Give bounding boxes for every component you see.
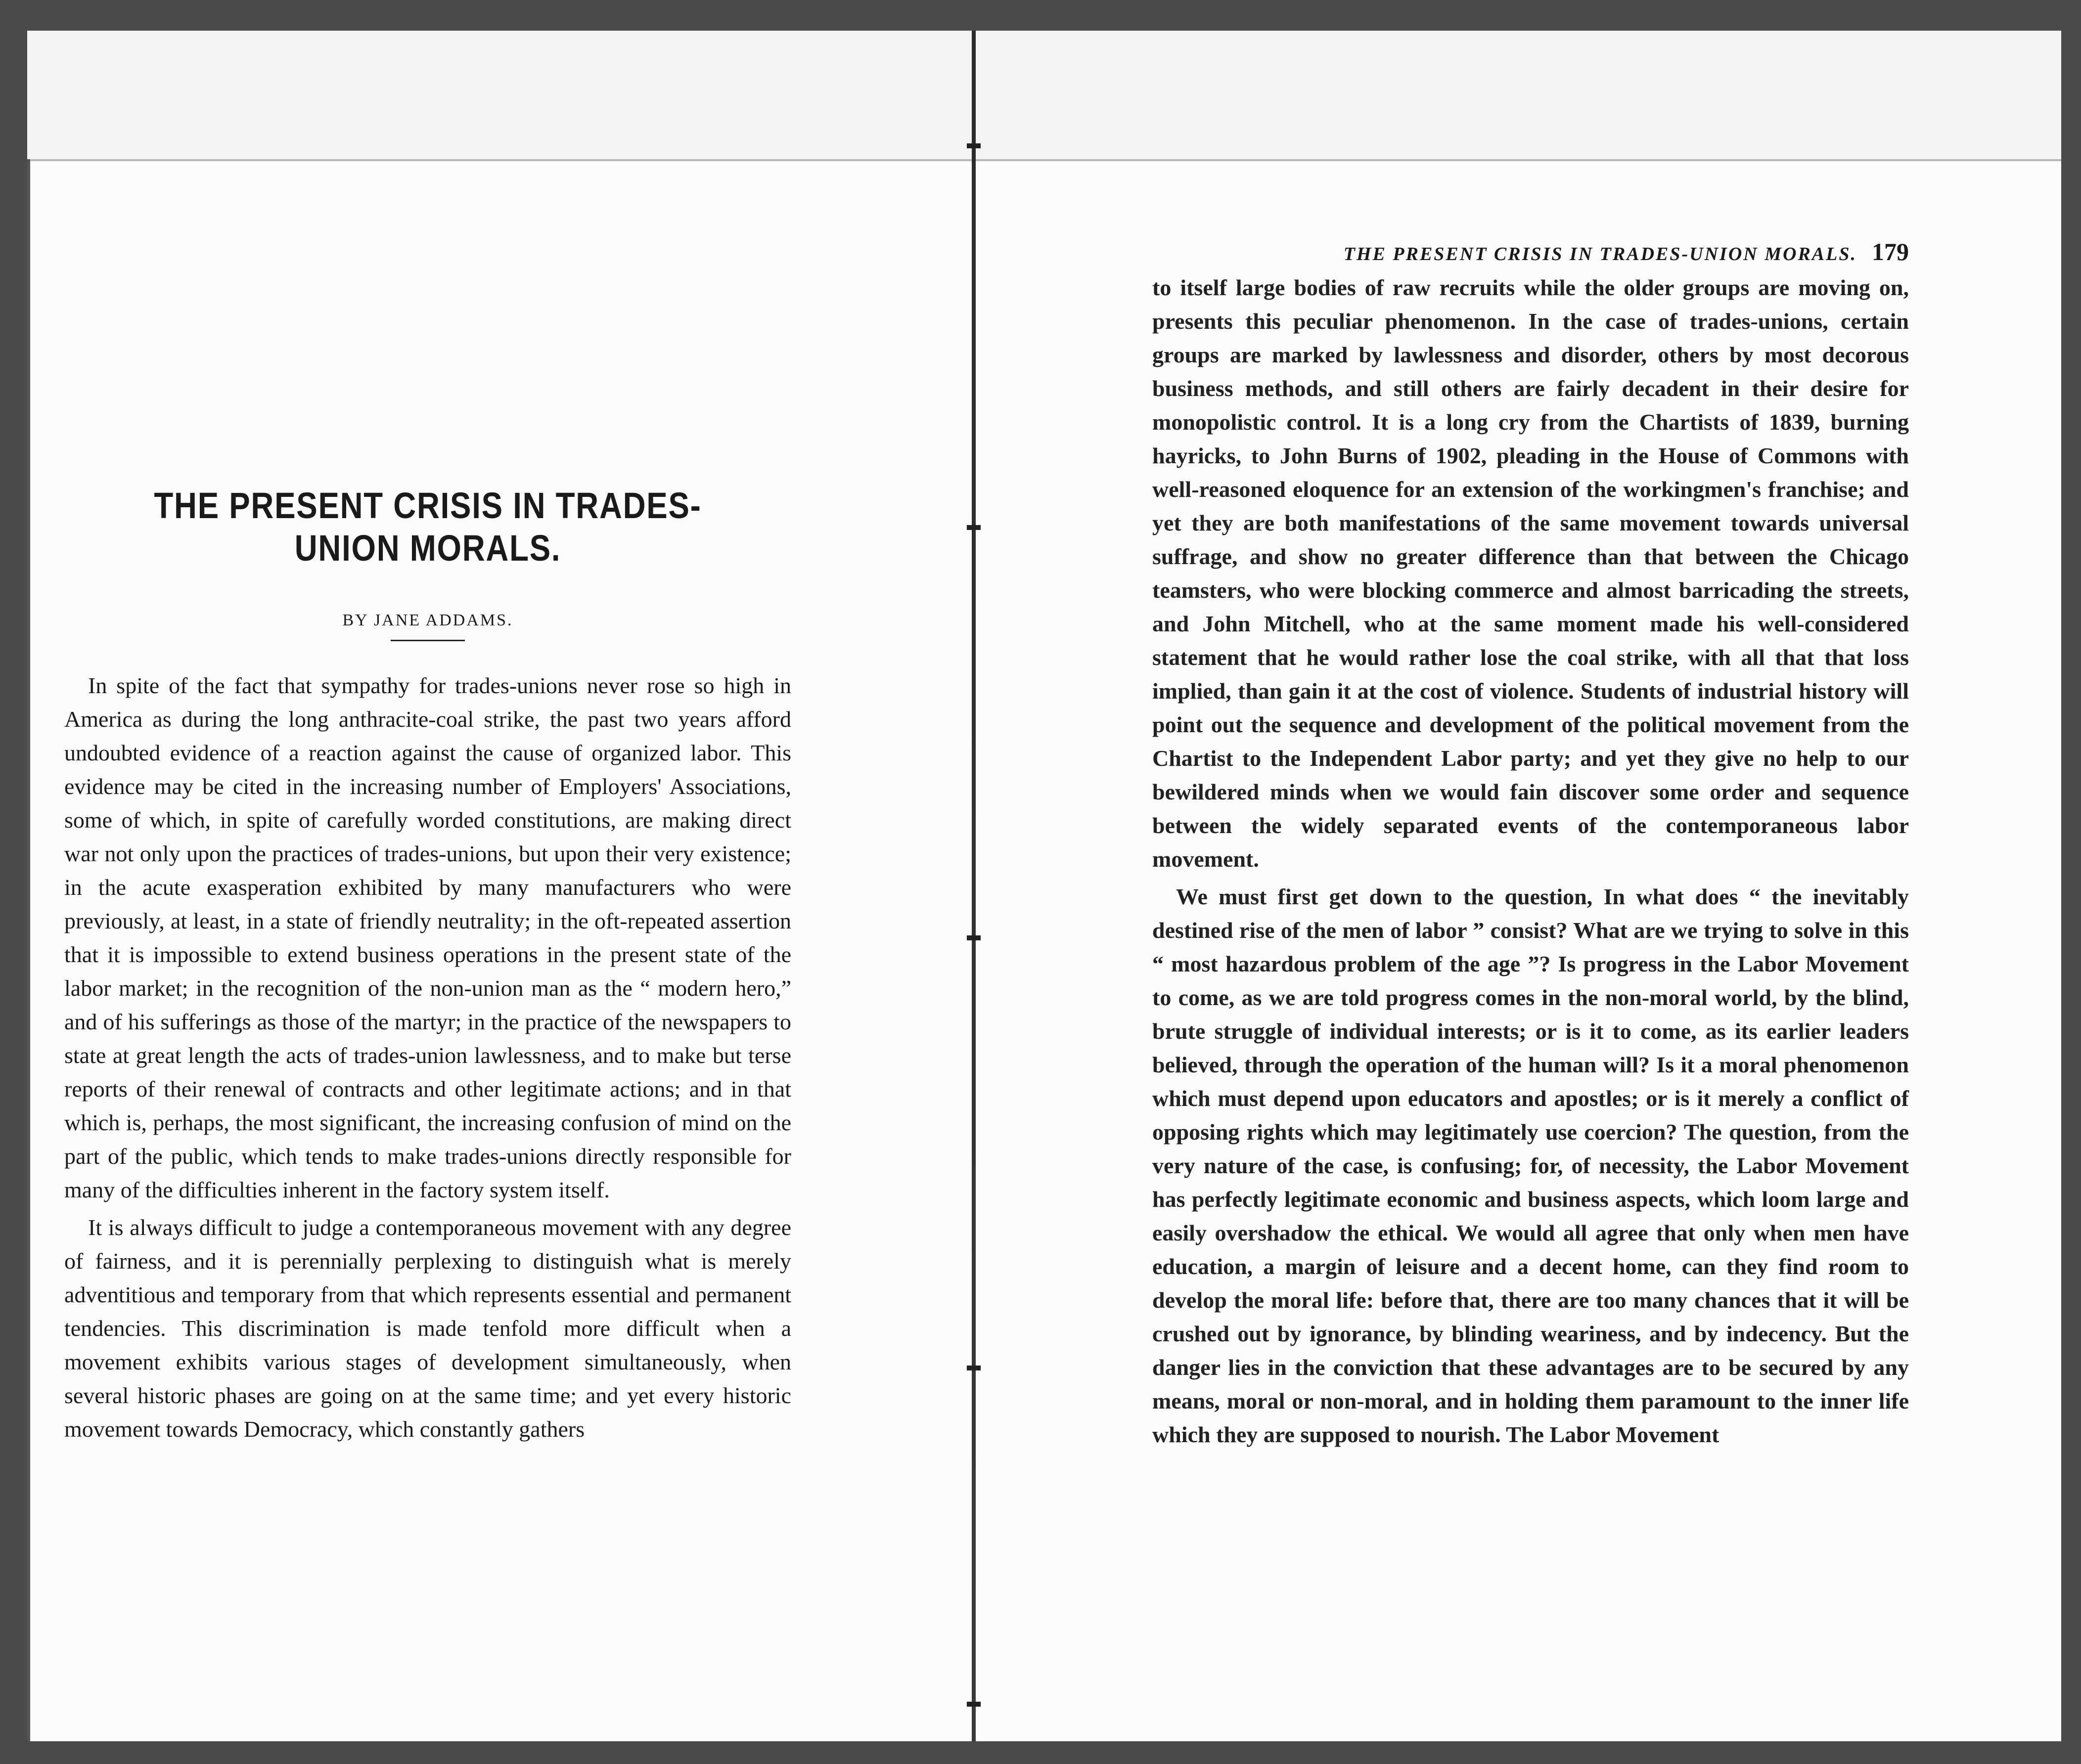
gutter-mark <box>967 525 981 530</box>
author-byline: BY JANE ADDAMS. <box>342 611 513 629</box>
running-head <box>1152 237 1909 266</box>
gutter-mark <box>967 1366 981 1370</box>
gutter-mark <box>967 143 981 148</box>
running-head-title: THE PRESENT CRISIS IN TRADES-UNION MORALS. <box>1343 244 1857 265</box>
gutter-mark <box>967 1702 981 1707</box>
left-page-edge <box>27 159 30 1741</box>
article-title: THE PRESENT CRISIS IN TRADES-UNION MORALS. <box>154 485 702 569</box>
left-page <box>64 485 791 1446</box>
paragraph: We must first get down to the question, In what does “ the inevitably destined rise of the men of labor ” consist? What are we trying to solve in this “ most hazardous problem of the age ”? Is progress in the Labor Movement to come, as we are told progress comes in the non-moral world, by the blind, brute struggle of individual interests; or is it to come, as its earlier leaders believed, through the operation of the human will? Is it a moral phenomenon which must depend upon educators and apostles; or is it merely a conflict of opposing rights which may legitimately use coercion? The question, from the very nature of the case, is confusing; for, of necessity, the Labor Movement has perfectly legitimate economic and business aspects, which loom large and easily overshadow the ethical. We would all agree that only when men have education, a margin of leisure and a decent home, can they find room to develop the moral life: before that, there are too many chances that it will be crushed out by ignorance, by blinding weariness, and by indecency. But the danger lies in the conviction that these advantages are to be secured by any means, moral or non-moral, and in holding them paramount to the inner life which they are supposed to nourish. The Labor Movement <box>1152 884 1909 1447</box>
right-page-body <box>1152 271 1909 1452</box>
paragraph: to itself large bodies of raw recruits while the older groups are moving on, presents this peculiar phenomenon. In the case of trades-unions, certain groups are marked by lawlessness and disorder, others by most decorous business methods, and still others are fairly decadent in their desire for monopolistic control. It is a long cry from the Chartists of 1839, burning hayricks, to John Burns of 1902, pleading in the House of Commons with well-reasoned eloquence for an extension of the workingmen's franchise; and yet they are both manifestations of the same movement towards universal suffrage, and show no greater difference than that between the Chicago teamsters, who were blocking commerce and almost barricading the streets, and John Mitchell, who at the same moment made his well-considered statement that he would rather lose the coal strike, with all that that loss implied, than gain it at the cost of violence. Students of industrial history will point out the sequence and development of the political movement from the Chartist to the Independent Labor party; and yet they give no help to our bewildered minds when we would fain discover some order and sequence between the widely separated events of the contemporaneous labor movement. <box>1152 275 1909 872</box>
page-number: 179 <box>1872 238 1909 265</box>
paragraph: It is always difficult to judge a contemporaneous movement with any degree of fairness, and it is perennially perplexing to distinguish what is merely adventitious and temporary from that which represents essential and permanent tendencies. This discrimination is made tenfold more difficult when a movement exhibits various stages of development simultaneously, when several historic phases are going on at the same time; and yet every historic movement towards Democracy, which constantly gathers <box>64 1215 791 1442</box>
paragraph: In spite of the fact that sympathy for trades-unions never rose so high in America as during the long anthracite-coal strike, the past two years afford undoubted evidence of a reaction against the cause of organized labor. This evidence may be cited in the increasing number of Employers' Associations, some of which, in spite of carefully worded constitutions, are making direct war not only upon the practices of trades-unions, but upon their very existence; in the acute exasperation exhibited by many manufacturers who were previously, at least, in a state of friendly neutrality; in the oft-repeated assertion that it is impossible to extend business operations in the present state of the labor market; in the recognition of the non-union man as the “ modern hero,” and of his sufferings as those of the martyr; in the practice of the newspapers to state at great length the acts of trades-union lawlessness, and to make but terse reports of their renewal of contracts and other legitimate actions; and in that which is, perhaps, the most significant, the increasing confusion of mind on the part of the public, which tends to make trades-unions directly responsible for many of the difficulties inherent in the factory system itself. <box>64 673 791 1202</box>
byline-rule <box>391 640 465 641</box>
left-page-body <box>64 669 791 1446</box>
right-page <box>1152 237 1909 1452</box>
gutter-mark <box>967 935 981 940</box>
binding-gutter <box>972 31 976 1741</box>
top-margin-strip <box>27 31 2061 161</box>
